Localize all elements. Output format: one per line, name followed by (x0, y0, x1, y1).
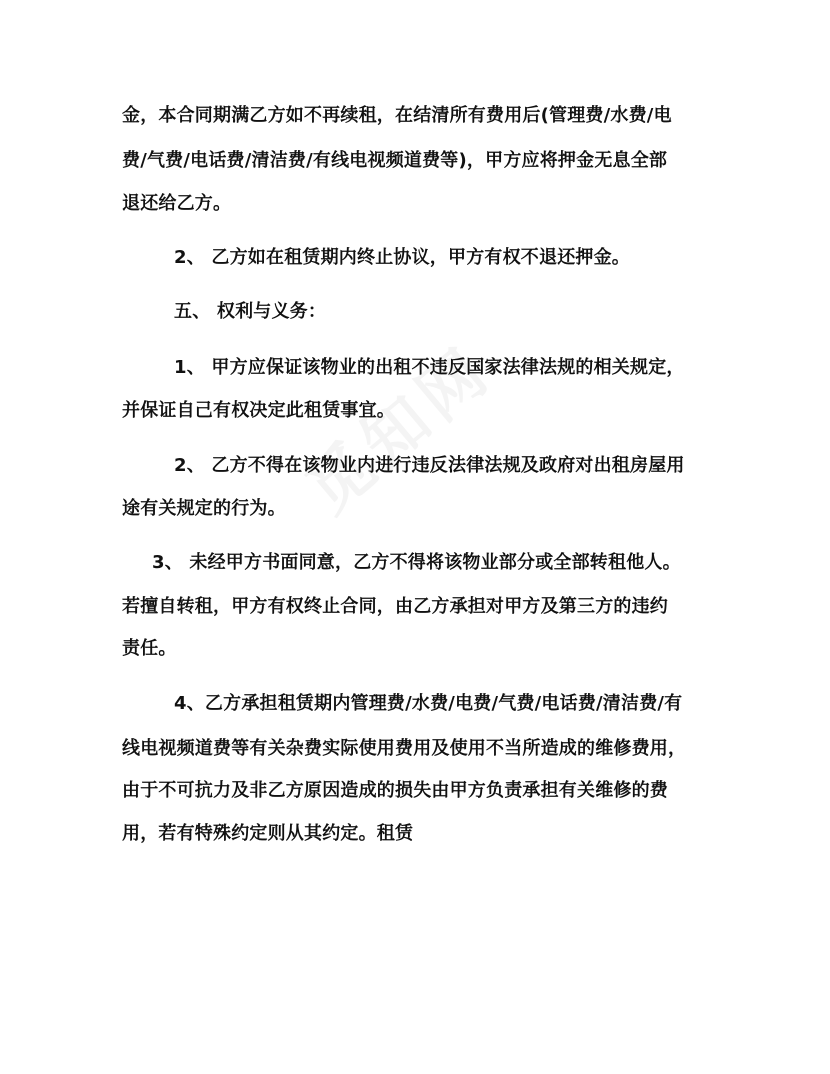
section-heading: 五、 权利与义务： (174, 301, 327, 322)
text-line: 4、乙方承担租赁期内管理费/水费/电费/气费/电话费/清洁费/有 (174, 693, 683, 714)
text-line: 用，若有特殊约定则从其约定。租赁 (122, 823, 414, 844)
text-line: 并保证自己有权决定此租赁事宜。 (122, 400, 395, 421)
text-line: 3、 未经甲方书面同意，乙方不得将该物业部分或全部转租他人。 (152, 552, 681, 573)
text-line: 退还给乙方。 (122, 193, 232, 214)
text-line: 费/气费/电话费/清洁费/有线电视频道费等)，甲方应将押金无息全部 (122, 150, 668, 171)
text-line: 责任。 (122, 638, 177, 659)
text-line: 2、 乙方如在租赁期内终止协议，甲方有权不退还押金。 (174, 247, 630, 268)
text-line: 若擅自转租，甲方有权终止合同，由乙方承担对甲方及第三方的违约 (122, 596, 668, 617)
text-line: 线电视频道费等有关杂费实际使用费用及使用不当所造成的维修费用， (122, 738, 687, 759)
text-line: 由于不可抗力及非乙方原因造成的损失由甲方负责承担有关维修的费 (122, 780, 668, 801)
text-line: 2、 乙方不得在该物业内进行违反法律法规及政府对出租房屋用 (174, 455, 685, 476)
text-line: 途有关规定的行为。 (122, 498, 286, 519)
text-line: 金，本合同期满乙方如不再续租，在结清所有费用后(管理费/水费/电 (122, 105, 672, 126)
text-line: 1、 甲方应保证该物业的出租不违反国家法律法规的相关规定， (174, 357, 685, 378)
